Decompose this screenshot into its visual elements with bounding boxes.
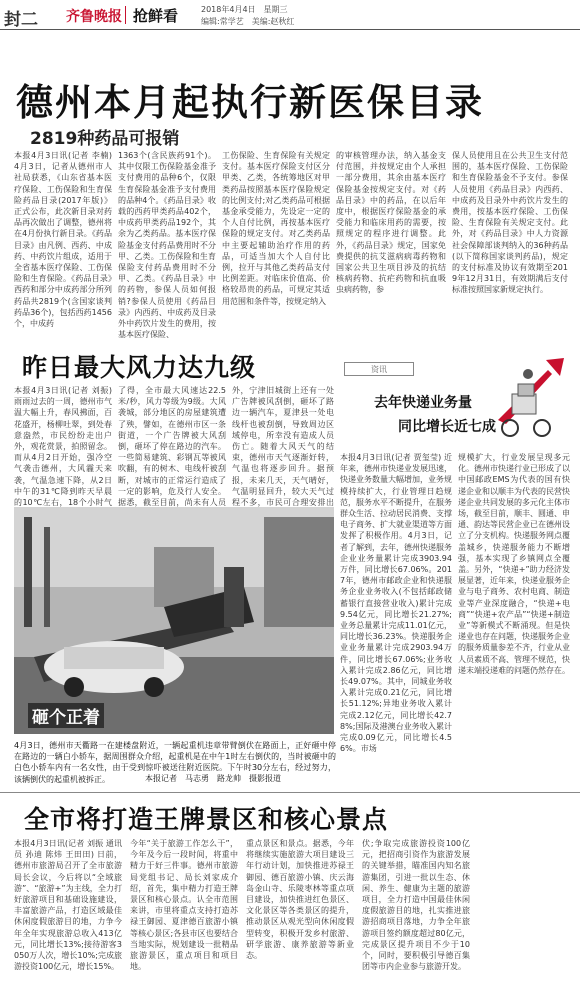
sidebar-header (338, 350, 574, 444)
sidebar-label: 资讯 (344, 362, 414, 376)
sidebar-headline-line1: 去年快递业务量 (374, 395, 472, 411)
section-title: 抢鲜看 (133, 7, 179, 25)
story1-headline: 德州本月起执行新医保目录 (16, 81, 484, 124)
newspaper-logo: 齐鲁晚报 (66, 9, 122, 25)
story1-subheadline: 2819种药品可报销 (30, 129, 180, 149)
story1-column-4: 的审核管理办法，纳入基金支付范围，并按规定由个人承担一部分费用，其余由基本医疗保险基金按规定支付。对《药品目录》中的药品，在以后年度中，根据医疗保险基金的承受能力和临床用药的需要，按照规定的程序进行调整。此外，《药品目录》规定，国家免费提供的抗艾滋病病毒药物和国家公共卫生项目涉及的抗结核病药物、抗疟药物和抗血吸虫病药物，参 (336, 151, 446, 295)
story3-column-2: 今年“关于旅游工作怎么干”，今年及今后一段时间，将重中精力于好三件事。德州市旅游局党组书记、局长刘家成介绍，首先，集中精力打造王牌景区和核心景点。认全市范围来讲，市里将重点支持打造苏禄王御园、夏津德百旅游小镇等核心景区;各县市区也要结合当地实际，规划建设一批精品旅游景区，重点项目和项目地。 (130, 839, 238, 972)
story3-headline: 全市将打造王牌景区和核心景点 (24, 805, 389, 834)
photo-caption: 4月3日，德州市天衢路一在建楼盘附近，一辆起重机违章带臂倒伏在路面上，正好砸中停在路边的一辆白小轿车，据周围群众介绍，起重机是在中午1时左右倒伏的，当时被砸中的白色小轿车内有一名女性，由于受到惊吓被送往附近医院。下午时30分左右，经过努力，该辆倒伏的起重机被拆正。 (14, 741, 336, 784)
photo-overlay-title: 砸个正着 (28, 703, 104, 728)
header-divider (125, 6, 126, 24)
sidebar-column-1: 本报4月3日讯(记者 贾玺莹) 近年来，德州市快递业发展迅速，快递业务数量大幅增加，业务规模持续扩大，行业管理日趋规范，服务水平不断提升，在服务群众生活、拉动居民消费、支撑电子商务、扩大就业渠道等方面发挥了积极作用。4月3日，记者了解到，去年，德州快递服务企业业务量累计完成3903.94万件，同比增长67.06%。2017年，德州市邮政企业和快递服务企业业务收入(不包括邮政储蓄银行直接营业收入)累计完成9.54亿元，同比增长21.27%;业务总量累计完成11.01亿元，同比增长36.23%。快递服务企业业务量累计完成2903.94万件，同比增长67.06%;业务收入累计完成2.86亿元，同比增长49.07%。其中，同城业务收入累计完成0.21亿元，同比增长51.12%;异地业务收入累计完成2.12亿元，同比增长42.78%;国际及港澳台业务收入累计完成0.09亿元，同比增长4.56%。市场 (340, 453, 452, 754)
news-photo (14, 507, 334, 734)
page-header (0, 0, 580, 30)
story1-column-5: 保人员使用且在公共卫生支付范围的，基本医疗保险、工伤保险和生育保险基金不予支付。参保人员使用《药品目录》内西药、中成药及目录外中药饮片发生的费用，按基本医疗保险、工伤保险、生育保险有关规定支付。此外，对《药品目录》中人力资源社会保障部谈判纳入的36种药品(以下简称国家谈判药品)，规定的支付标准及协议有效期至2019年12月31日，有效期满后支付标准按照国家新规定执行。 (452, 151, 568, 295)
story1-column-2: 1363个(含民族药91个)。其中仅限工伤保险基金准予支付费用的品种6个，仅限生育保险基金准予支付费用的品种4个。《药品目录》收载的西药甲类药品402个，中成药甲类药品192个，其余为乙类药品。基本医疗保险基金支付药品费用时不分甲、乙类。工伤保险和生育保险支付药品费用时不分甲、乙类。《药品目录》中的药物，参保人员如何报销?参保人员使用《药品目录》内西药、中成药及目录外中药饮片发生的费用，按基本医疗保险、 (118, 151, 216, 340)
story2-column-2: 了得，全市最大风速达22.5米/秒，风力等级为9级。大风袭城，部分地区的房屋建筑遭了殃，譬如，在德州市区一条街道，一个广告牌被大风刮倒，砸坏了停在路边的汽车。一些简易建筑、彩钢瓦等被风吹翻，有的树木、电线杆被刮断，对城市的正常运行造成了一定的影响，危及行人安全。据悉，截至目前，尚未有人员 (118, 386, 226, 508)
sidebar-headline-line2: 同比增长近七成 (398, 419, 496, 435)
sidebar-column-2: 规模扩大，行业发展呈现多元化。德州市快递行业已形成了以中国邮政EMS为代表的国有快递企业和以顺丰为代表的民营快递企业共同发展的多元化主体市场，截至目前，顺丰、圆通、申通、韵达等民营企业已在德州设立了分支机构。快递服务网点覆盖城乡，快递服务能力不断增强，基本实现了乡镇网点全覆盖。另外，“快递+”助力经济发展显著，近年来，快递业服务企业与电子商务、农村电商、制造业等产业深度融合，“快递+电商”“快递+农产品”“快递+制造业”等新模式不断涌现。但是快递业也存在问题，快递服务企业的服务质量参差不齐，行业从业人员素质不高、管理不规范，快递末端投递难的问题仍然存在。 (458, 453, 570, 675)
photo-credit: 本报记者 马志勇 路龙帅 摄影报道 (145, 774, 281, 783)
section-divider (0, 792, 580, 793)
story1-column-1: 本报4月3日讯(记者 李楠) 4月3日，记者从德州市人社局获悉，《山东省基本医疗保险、工伤保险和生育保险药品目录(2017年版)》正式公布，此次新目录对药品再次做出了调整，德州将在4月份执行新目录。《药品目录》由凡例、西药、中成药、中药饮片组成，适用于全省基本医疗保险、工伤保险和生育保险。《药品目录》西药和部分中成药部分所列药品共2819个(含国家谈判药品36个)，包括西药1456个，中成药 (14, 151, 112, 329)
editor-credits: 编辑:常学艺 美编:赵秋红 (201, 17, 295, 26)
crane-accident-photo (14, 507, 334, 734)
page-number: 封二 (4, 10, 38, 30)
issue-date: 2018年4月4日 星期三 (201, 5, 288, 14)
story3-column-1: 本报4月3日讯(记者 刘振 通讯员 孙迪 陈炜 王田田) 日前，德州市旅游局召开了全市旅游局长会议，今后将以“全域旅游”、“旅游+”为主线，全力打好旅游项目和基础设施建设，丰富旅游产品，打造区域最佳休闲度假旅游目的地，力争今年全年实现旅游总收入413亿元，同比增长13%;接待游客3050万人次，增长10%;完成旅游投资100亿元，增长15%。 (14, 839, 122, 972)
story2-column-3: 外，宁津旧城街上还有一处广告牌被风刮倒，砸坏了路边一辆汽车，夏津县一处电线杆也被刮倒，导致周边区域停电，所幸没有造成人员伤亡。随着大风天气的结束，德州市天气逐渐好转，气温也将逐步回升。据预报，未来几天，天气晴好，气温明显回升，较大天气过程不多，市民可合理安排出 (232, 386, 334, 508)
story3-column-4: 伏;争取完成旅游投资100亿元，把招商引资作为旅游发展的关键举措，瞄准国内知名旅游集团，引进一批以生态、休闲、养生、健康为主题的旅游项目，全力打造中国最佳休闲度假旅游目的地，扎实推进旅游招商项目落地，力争全年旅游项目签约额度超过80亿元，完成景区提升项目不少于10个，同时，要积极引导德百集团等市内企业参与旅游开发。 (362, 839, 470, 972)
story1-column-3: 工伤保险、生育保险有关规定支付。基本医疗保险支付区分甲类、乙类，各统筹地区对甲类药品按照基本医疗保险规定的比例支付;对乙类药品可根据基金承受能力，先设定一定的个人自付比例，再按基本医疗保险的规定支付。对乙类药品中主要起辅助治疗作用的药品，可适当加大个人自付比例，拉开与其他乙类药品支付比例差距。对临床价值高、价格较昂贵的药品，可规定其适用范围和条件等，按规定纳入 (222, 151, 330, 306)
courier-illustration-icon (488, 350, 574, 444)
story2-column-1: 本报4月3日讯(记者 刘振) 雨雨过去的一周，德州市气温大幅上升，春风拂面，百花盛开，杨柳吐翠，到处春意盎然，市民纷纷走出户外，观花赏景，拍照留念。而从4月2日开始，强冷空气袭击德州，大风霾天来袭，气温急速下降，从2日中午的31℃降到昨天早晨的10℃左右，18个小时气 (14, 386, 112, 508)
story3-column-3: 重点景区和景点。据悉，今年将继续实施旅游大项目建设三年行动计划，加快推进苏禄王御园、德百旅游小镇、庆云海岛金山寺、乐陵枣林等重点项目建设，加快推进红色景区、文化景区等各类景区的提升，推动景区从观光型向休闲度假型转变，积极开发乡村旅游、研学旅游、康养旅游等新业态。 (246, 839, 354, 961)
story2-headline: 昨日最大风力达九级 (22, 353, 257, 382)
